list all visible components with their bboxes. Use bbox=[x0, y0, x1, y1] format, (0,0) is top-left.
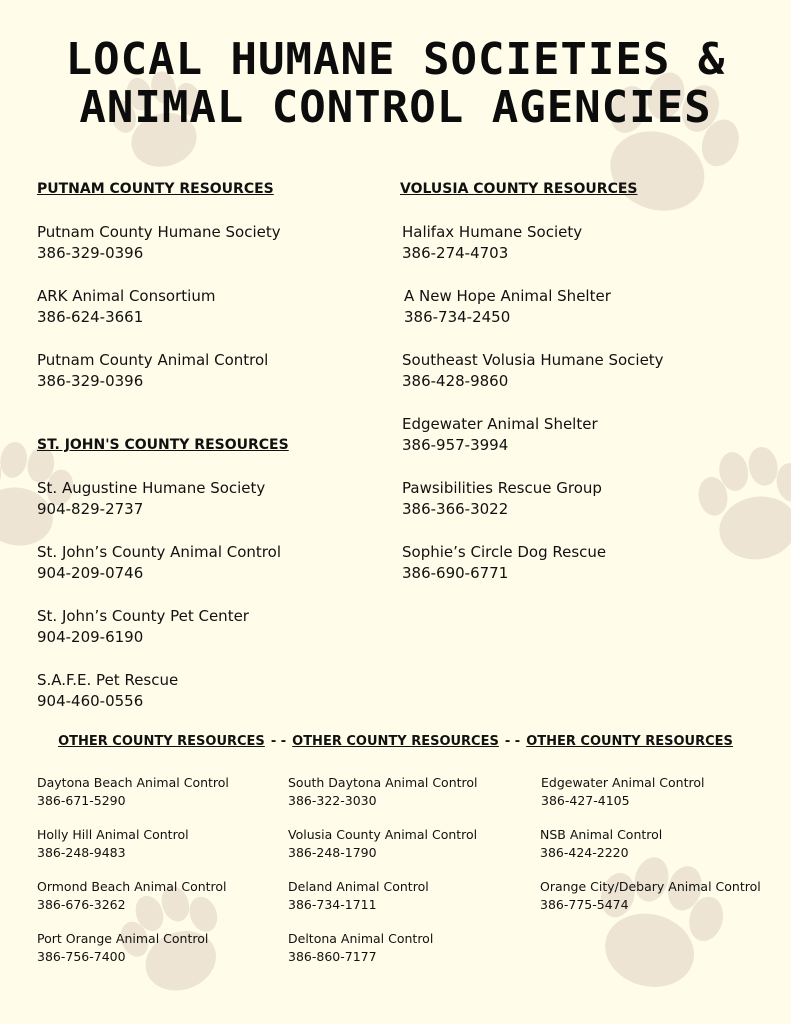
org-name: South Daytona Animal Control bbox=[288, 775, 478, 790]
putnam-heading: PUTNAM COUNTY RESOURCES bbox=[37, 181, 274, 197]
separator: - - bbox=[270, 734, 287, 749]
list-item bbox=[37, 222, 281, 264]
list-item bbox=[402, 222, 582, 264]
org-phone: 386-424-2220 bbox=[540, 845, 629, 860]
org-name: Deltona Animal Control bbox=[288, 931, 434, 946]
org-phone: 386-676-3262 bbox=[37, 897, 126, 912]
org-name: Edgewater Animal Control bbox=[541, 775, 705, 790]
page-title-line-2: ANIMAL CONTROL AGENCIES bbox=[79, 82, 712, 133]
list-item bbox=[288, 826, 477, 862]
org-phone: 386-756-7400 bbox=[37, 949, 126, 964]
org-phone: 386-671-5290 bbox=[37, 793, 126, 808]
org-phone: 904-209-0746 bbox=[37, 564, 144, 582]
org-phone: 386-860-7177 bbox=[288, 949, 377, 964]
other-heading: OTHER COUNTY RESOURCES bbox=[292, 734, 499, 749]
list-item bbox=[37, 286, 215, 328]
org-name: ARK Animal Consortium bbox=[37, 287, 216, 305]
list-item bbox=[37, 930, 208, 966]
org-phone: 386-366-3022 bbox=[402, 500, 509, 518]
org-phone: 386-624-3661 bbox=[37, 308, 144, 326]
org-phone: 904-460-0556 bbox=[37, 692, 144, 710]
org-phone: 386-274-4703 bbox=[402, 244, 509, 262]
list-item bbox=[404, 286, 611, 328]
org-phone: 386-329-0396 bbox=[37, 372, 144, 390]
org-name: Port Orange Animal Control bbox=[37, 931, 209, 946]
org-name: A New Hope Animal Shelter bbox=[404, 287, 611, 305]
org-name: St. Augustine Humane Society bbox=[37, 479, 266, 497]
list-item bbox=[288, 930, 433, 966]
org-name: Volusia County Animal Control bbox=[288, 827, 478, 842]
volusia-heading: VOLUSIA COUNTY RESOURCES bbox=[400, 181, 638, 197]
list-item bbox=[288, 878, 429, 914]
org-name: St. John’s County Animal Control bbox=[37, 543, 281, 561]
org-name: Putnam County Animal Control bbox=[37, 351, 269, 369]
org-name: Southeast Volusia Humane Society bbox=[402, 351, 664, 369]
other-heading: OTHER COUNTY RESOURCES bbox=[526, 734, 733, 749]
list-item bbox=[37, 878, 227, 914]
org-name: S.A.F.E. Pet Rescue bbox=[37, 671, 179, 689]
org-name: Ormond Beach Animal Control bbox=[37, 879, 227, 894]
org-name: NSB Animal Control bbox=[540, 827, 663, 842]
org-phone: 386-775-5474 bbox=[540, 897, 629, 912]
org-phone: 386-957-3994 bbox=[402, 436, 509, 454]
org-phone: 386-427-4105 bbox=[541, 793, 630, 808]
org-name: Pawsibilities Rescue Group bbox=[402, 479, 602, 497]
list-item bbox=[37, 670, 178, 712]
list-item bbox=[37, 350, 268, 392]
list-item bbox=[540, 878, 761, 914]
org-phone: 386-329-0396 bbox=[37, 244, 144, 262]
org-name: Sophie’s Circle Dog Rescue bbox=[402, 543, 607, 561]
other-heading: OTHER COUNTY RESOURCES bbox=[58, 734, 265, 749]
org-phone: 386-428-9860 bbox=[402, 372, 509, 390]
org-name: Edgewater Animal Shelter bbox=[402, 415, 598, 433]
list-item bbox=[402, 542, 606, 584]
list-item bbox=[288, 774, 478, 810]
page-title-line-1: LOCAL HUMANE SOCIETIES & bbox=[65, 34, 726, 85]
list-item bbox=[402, 350, 664, 392]
org-phone: 386-322-3030 bbox=[288, 793, 377, 808]
list-item bbox=[37, 478, 265, 520]
org-name: Putnam County Humane Society bbox=[37, 223, 281, 241]
other-county-heading-row bbox=[0, 734, 791, 749]
org-name: Deland Animal Control bbox=[288, 879, 429, 894]
org-phone: 386-734-2450 bbox=[404, 308, 511, 326]
list-item bbox=[541, 774, 704, 810]
org-name: Holly Hill Animal Control bbox=[37, 827, 189, 842]
org-phone: 386-248-9483 bbox=[37, 845, 126, 860]
paw-print-icon bbox=[692, 440, 791, 568]
org-phone: 386-690-6771 bbox=[402, 564, 509, 582]
list-item bbox=[37, 606, 249, 648]
org-name: Orange City/Debary Animal Control bbox=[540, 879, 761, 894]
org-phone: 904-209-6190 bbox=[37, 628, 144, 646]
list-item bbox=[37, 542, 281, 584]
list-item bbox=[37, 826, 189, 862]
stjohns-heading: ST. JOHN'S COUNTY RESOURCES bbox=[37, 437, 289, 453]
list-item bbox=[402, 414, 598, 456]
list-item bbox=[402, 478, 602, 520]
org-phone: 386-248-1790 bbox=[288, 845, 377, 860]
org-name: Daytona Beach Animal Control bbox=[37, 775, 229, 790]
list-item bbox=[37, 774, 229, 810]
paw-print-icon bbox=[581, 846, 734, 1001]
org-phone: 904-829-2737 bbox=[37, 500, 144, 518]
org-phone: 386-734-1711 bbox=[288, 897, 377, 912]
separator: - - bbox=[504, 734, 521, 749]
org-name: Halifax Humane Society bbox=[402, 223, 583, 241]
list-item bbox=[540, 826, 662, 862]
org-name: St. John’s County Pet Center bbox=[37, 607, 249, 625]
